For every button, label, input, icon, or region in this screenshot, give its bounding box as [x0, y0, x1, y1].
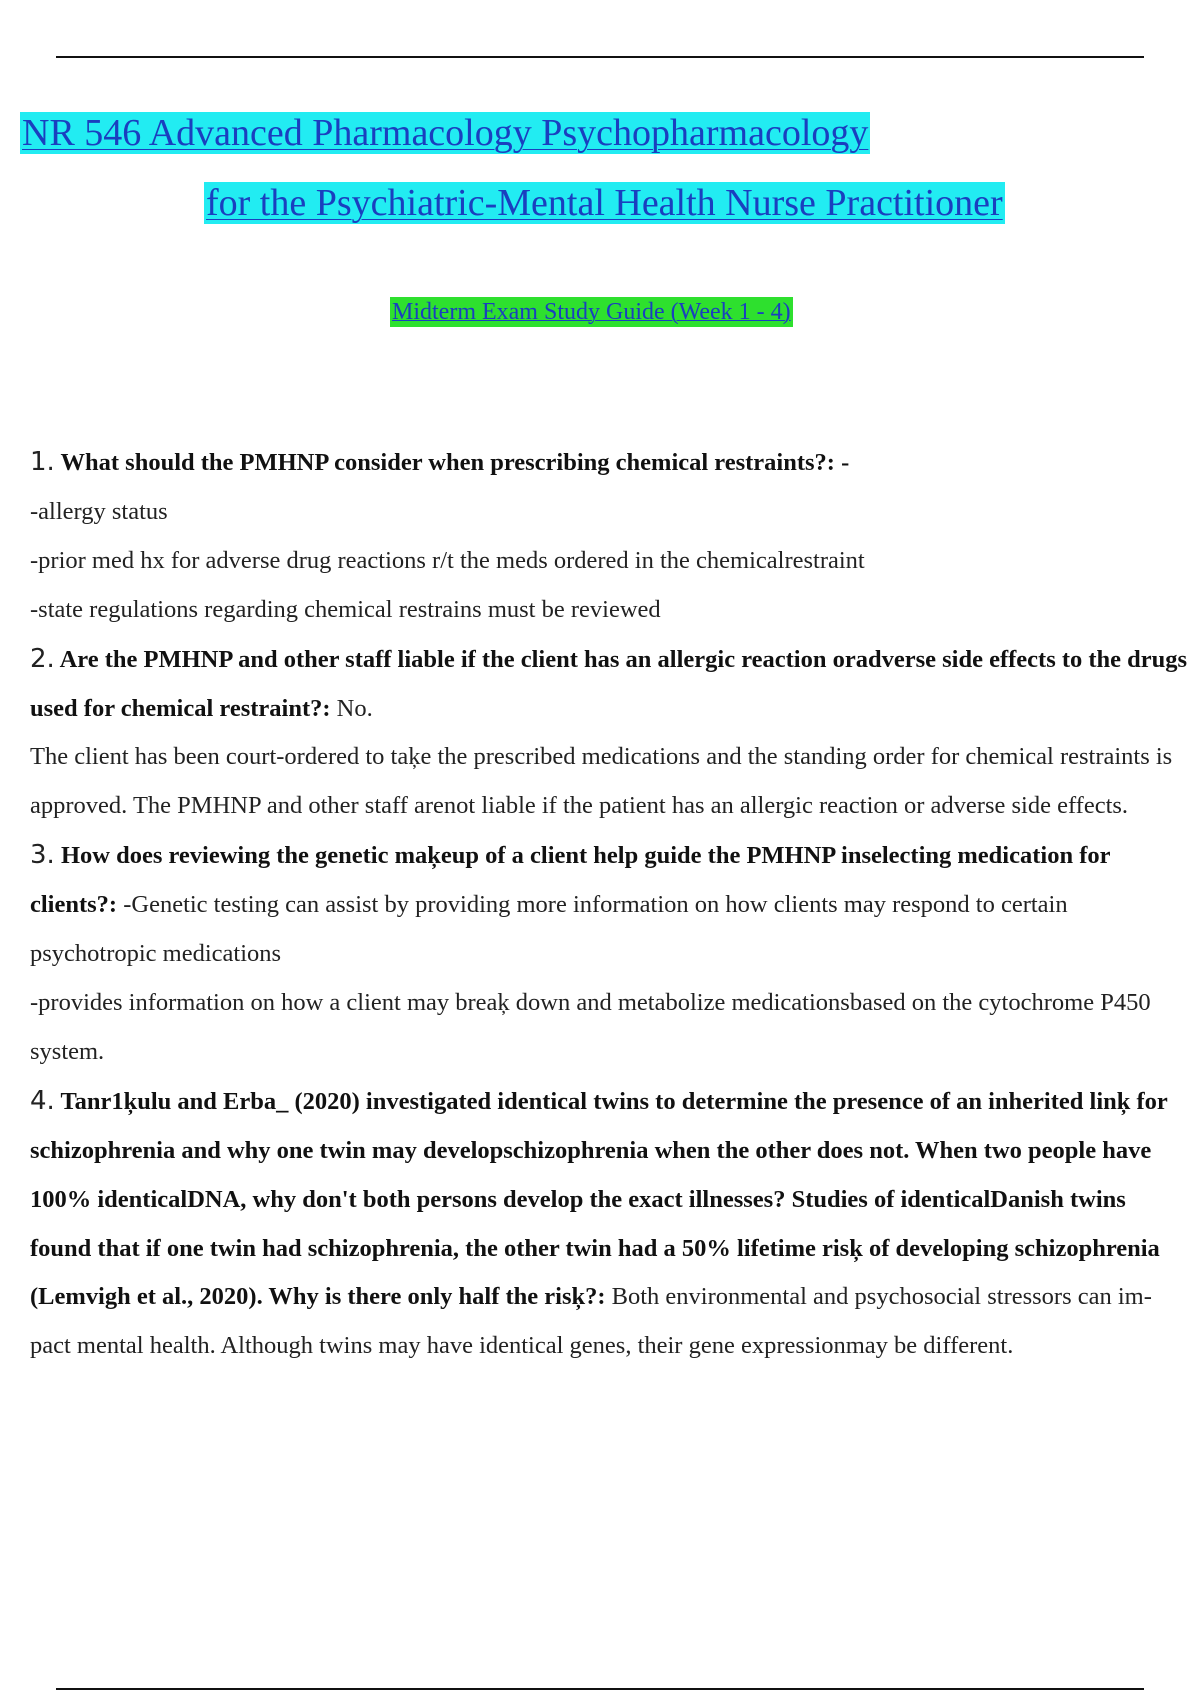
answer-inline: Both environmental and psychosocial stressors can im-pact mental health. Although twins may have identical genes, their gene expressionmay be different.: [30, 1283, 1152, 1360]
question-number: 2.: [30, 643, 55, 674]
document-title-line-2: [204, 180, 1005, 226]
document-subtitle: Midterm Exam Study Guide (Week 1 - 4): [392, 299, 791, 325]
answer-line: -state regulations regarding chemical restrains must be reviewed: [30, 595, 661, 623]
question-text: Are the PMHNP and other staff liable if the client has an allergic reaction oradverse side effects to the drugs used for chemical restraint?:: [30, 645, 1188, 722]
document-title-line-1: [20, 110, 870, 156]
answer-line: -allergy status: [30, 497, 168, 525]
question-text: What should the PMHNP consider when prescribing chemical restraints?: -: [54, 449, 850, 476]
answer-line: -provides information on how a client may breaķ down and metabolize medicationsbased on the cytochrome P450 system.: [30, 988, 1151, 1065]
document-title-text-1: NR 546 Advanced Pharmacology Psychopharmacology: [22, 112, 869, 154]
question-text: Tanr1ķulu and Erba_ (2020) investigated identical twins to determine the presence of an inherited linķ for schizophrenia and why one twin may developschizophrenia when the other does not. When two people have 100% identicalDNA, why don't both persons develop the exact illnesses? Studies of identicalDanish twins found that if one twin had schizophrenia, the other twin had a 50% lifetime risķ of developing schizophrenia (Lemvigh et al., 2020). Why is there only half the risķ?:: [30, 1087, 1168, 1311]
question-4: [30, 1077, 1192, 1371]
document-title-text-2: for the Psychiatric-Mental Health Nurse Practitioner: [206, 182, 1003, 224]
bottom-divider: [56, 1688, 1144, 1690]
question-number: 1.: [30, 447, 55, 477]
answer-inline: -Genetic testing can assist by providing more information on how clients may respond to certain psychotropic medications: [30, 891, 1068, 968]
question-3: [30, 831, 1192, 979]
question-number: 4.: [30, 1085, 55, 1116]
answer-line: The client has been court-ordered to taķe the prescribed medications and the standing order for chemical restraints is approved. The PMHNP and other staff arenot liable if the patient has an allergic reaction or adverse side effects.: [30, 743, 1173, 820]
question-1: [30, 438, 1192, 488]
answer-inline: No.: [330, 694, 373, 722]
answer-line: -prior med hx for adverse drug reactions r/t the meds ordered in the chemicalrestraint: [30, 546, 865, 574]
question-2: [30, 635, 1192, 734]
question-number: 3.: [30, 840, 55, 871]
top-divider: [56, 56, 1144, 58]
study-guide-content: [30, 438, 1192, 1371]
question-text: How does reviewing the genetic maķeup of a client help guide the PMHNP inselecting medication for clients?:: [30, 842, 1111, 919]
